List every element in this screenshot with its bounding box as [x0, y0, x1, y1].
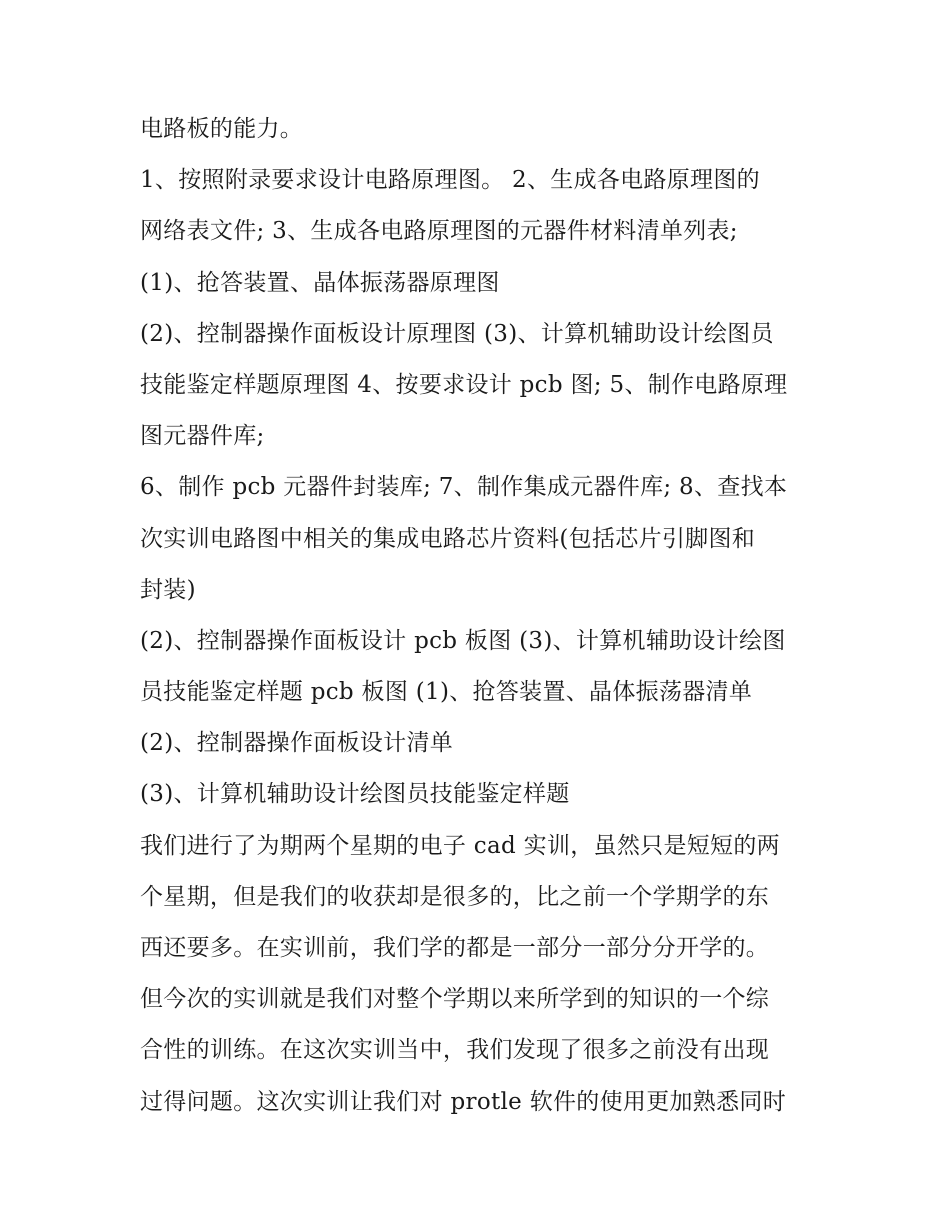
document-body	[140, 110, 820, 1134]
text-line: 西还要多。在实训前，我们学的都是一部分一部分分开学的。	[140, 935, 770, 961]
text-line: 1、按照附录要求设计电路原理图。 2、生成各电路原理图的	[140, 167, 760, 194]
text-line: (2)、控制器操作面板设计 pcb 板图 (3)、计算机辅助设计绘图	[140, 627, 786, 654]
text-line: 电路板的能力。	[140, 116, 304, 142]
text-line: (3)、计算机辅助设计绘图员技能鉴定样题	[140, 781, 570, 808]
text-line: 我们进行了为期两个星期的电子 cad 实训，虽然只是短短的两	[140, 832, 780, 859]
text-line: 个星期，但是我们的收获却是很多的，比之前一个学期学的东	[140, 883, 770, 910]
text-line: 6、制作 pcb 元器件封装库; 7、制作集成元器件库; 8、查找本	[140, 474, 788, 501]
text-line: 合性的训练。在这次实训当中，我们发现了很多之前没有出现	[140, 1037, 770, 1064]
text-line: (2)、控制器操作面板设计原理图 (3)、计算机辅助设计绘图员	[140, 320, 774, 347]
text-line: 网络表文件; 3、生成各电路原理图的元器件材料清单列表;	[140, 218, 738, 245]
text-line: (1)、抢答装置、晶体振荡器原理图	[140, 269, 500, 296]
text-line: 过得问题。这次实训让我们对 protle 软件的使用更加熟悉同时	[140, 1088, 786, 1115]
text-line: 图元器件库;	[140, 423, 265, 450]
text-line: 技能鉴定样题原理图 4、按要求设计 pcb 图; 5、制作电路原理	[140, 371, 788, 398]
text-line: 员技能鉴定样题 pcb 板图 (1)、抢答装置、晶体振荡器清单	[140, 679, 753, 706]
text-line: (2)、控制器操作面板设计清单	[140, 730, 454, 757]
text-line: 次实训电路图中相关的集成电路芯片资料(包括芯片引脚图和	[140, 525, 756, 552]
text-line: 但今次的实训就是我们对整个学期以来所学到的知识的一个综	[140, 986, 770, 1013]
text-line: 封装)	[140, 576, 196, 603]
